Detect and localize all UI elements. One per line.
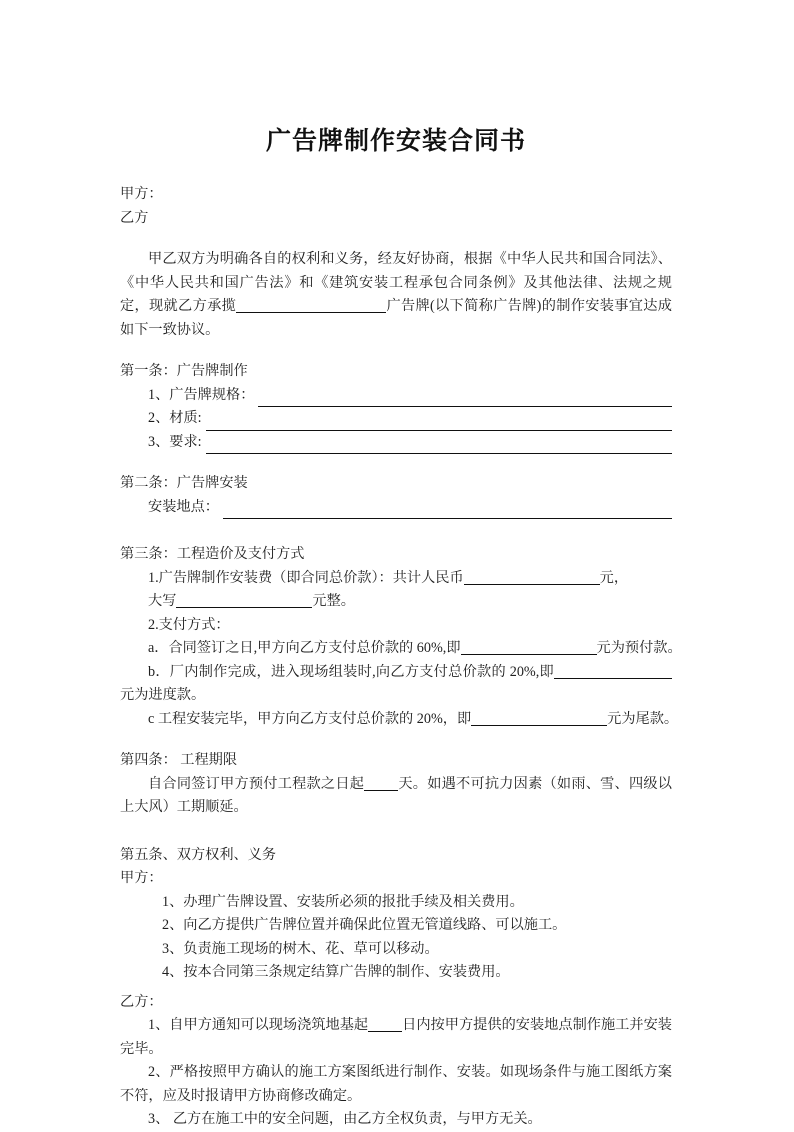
article-5-party-b-item-1-before: 1、自甲方通知可以现场浇筑地基起 xyxy=(148,1017,369,1033)
article-4-body-after: 天。如遇不可抗力因素（如雨、雪、四级以上大风）工期顺延。 xyxy=(120,775,672,815)
article-5-party-b-item-3: 3、 乙方在施工中的安全问题，由乙方全权负责，与甲方无关。 xyxy=(148,1111,542,1127)
party-b-header: 乙方 xyxy=(120,209,149,226)
preamble-text-after: 广告牌(以下简称广告牌)的制作安装事宜达成如下一致协议。 xyxy=(120,298,672,338)
preamble-paragraph xyxy=(120,248,672,342)
payment-item-a-blank[interactable] xyxy=(461,639,597,655)
article-3-price-after: 元， xyxy=(599,569,629,586)
article-5-party-b-item-1 xyxy=(120,1014,672,1061)
payment-item-a-after: 元为预付款。 xyxy=(596,640,682,656)
payment-item-c-blank[interactable] xyxy=(471,710,607,726)
article-5-party-a-label: 甲方： xyxy=(120,870,163,886)
preamble-blank[interactable] xyxy=(236,297,386,313)
payment-item-b-after: 元 xyxy=(120,687,135,703)
article-5-heading: 第五条、双方权利、义务 xyxy=(120,846,277,863)
payment-item-c xyxy=(120,708,679,732)
payment-item-b xyxy=(120,661,672,708)
article-1-heading: 第一条：广告牌制作 xyxy=(120,363,248,379)
document-body xyxy=(120,0,682,1132)
preamble-text-before: 甲乙双方为明确各自的权利和义务，经友好协商，根据《中华人民共和国合同法》、《中华人民共和国广告法》和《建筑安装工程承包合同条例》及其他法律、法规之规定，现就乙方承揽 xyxy=(120,251,672,314)
article-3-capital-blank[interactable] xyxy=(176,592,312,608)
article-4-days-blank[interactable] xyxy=(364,775,398,791)
article-1-item-1-blank[interactable] xyxy=(258,391,672,407)
article-3-price-blank[interactable] xyxy=(464,569,600,585)
article-1-item-2-label: 2、材质: xyxy=(148,410,202,426)
article-2-item-1-blank[interactable] xyxy=(223,503,672,519)
article-1-item-3-blank[interactable] xyxy=(206,438,672,454)
article-1-item-2-blank[interactable] xyxy=(206,415,672,431)
payment-item-a-before: a．合同签订之日,甲方向乙方支付总价款的 60%,即 xyxy=(148,640,461,656)
article-4-body xyxy=(120,773,672,820)
article-4-body-before: 自合同签订甲方预付工程款之日起 xyxy=(148,775,365,792)
article-5-party-b-days-blank[interactable] xyxy=(368,1016,402,1032)
article-4-heading: 第四条： 工程期限 xyxy=(120,752,238,768)
article-2-item-1 xyxy=(120,496,672,520)
article-5-party-b-item-1-after: 日内按甲方提供的安装地点制作施工并安装完毕。 xyxy=(120,1017,672,1057)
article-5-party-b-item-2: 2、严格按照甲方确认的施工方案图纸进行制作、安装。如现场条件与施工图纸方案不符，应及时报请甲方协商修改确定。 xyxy=(120,1064,672,1104)
payment-item-c-before: c 工程安装完毕，甲方向乙方支付总价款的 20%，即 xyxy=(148,710,472,727)
article-1-item-1-label: 1、广告牌规格： xyxy=(148,386,255,403)
article-5-party-a-item-2: 2、向乙方提供广告牌位置并确保此位置无管道线路、可以施工。 xyxy=(162,917,567,933)
article-3-capital-after: 元整。 xyxy=(312,593,355,609)
article-3-price-before: 1.广告牌制作安装费（即合同总价款）：共计人民币 xyxy=(148,569,464,586)
article-5-party-a-item-4: 4、按本合同第三条规定结算广告牌的制作、安装费用。 xyxy=(162,964,510,980)
article-5-party-a-item-3: 3、负责施工现场的树木、花、草可以移动。 xyxy=(162,940,439,957)
article-2-item-1-label: 安装地点： xyxy=(148,498,219,515)
payment-item-b-continuation: 为进度款。 xyxy=(134,687,206,703)
article-5-party-b-label: 乙方： xyxy=(120,993,163,1010)
payment-item-c-after: 元为尾款。 xyxy=(607,710,679,727)
article-3-heading: 第三条：工程造价及支付方式 xyxy=(120,546,305,562)
article-2-heading: 第二条：广告牌安装 xyxy=(120,475,248,491)
article-3-capital-line xyxy=(120,590,672,614)
payment-item-b-before: b．厂内制作完成，进入现场组装时,向乙方支付总价款的 20%,即 xyxy=(148,663,554,680)
article-5-party-a-item-1: 1、办理广告牌设置、安装所必须的报批手续及相关费用。 xyxy=(162,893,524,910)
article-1-item-3 xyxy=(120,431,672,455)
article-1-item-2 xyxy=(120,407,672,431)
article-1-item-3-label: 3、要求: xyxy=(148,433,202,450)
party-a-header: 甲方： xyxy=(120,186,163,202)
article-3-price-line xyxy=(120,567,672,591)
article-3-payment-heading: 2.支付方式： xyxy=(148,616,230,633)
article-1-item-1 xyxy=(120,384,672,408)
payment-item-a xyxy=(120,637,682,661)
payment-item-b-blank[interactable] xyxy=(554,663,672,679)
article-3-capital-before: 大写 xyxy=(148,593,177,609)
page-title: 广告牌制作安装合同书 xyxy=(265,128,526,155)
